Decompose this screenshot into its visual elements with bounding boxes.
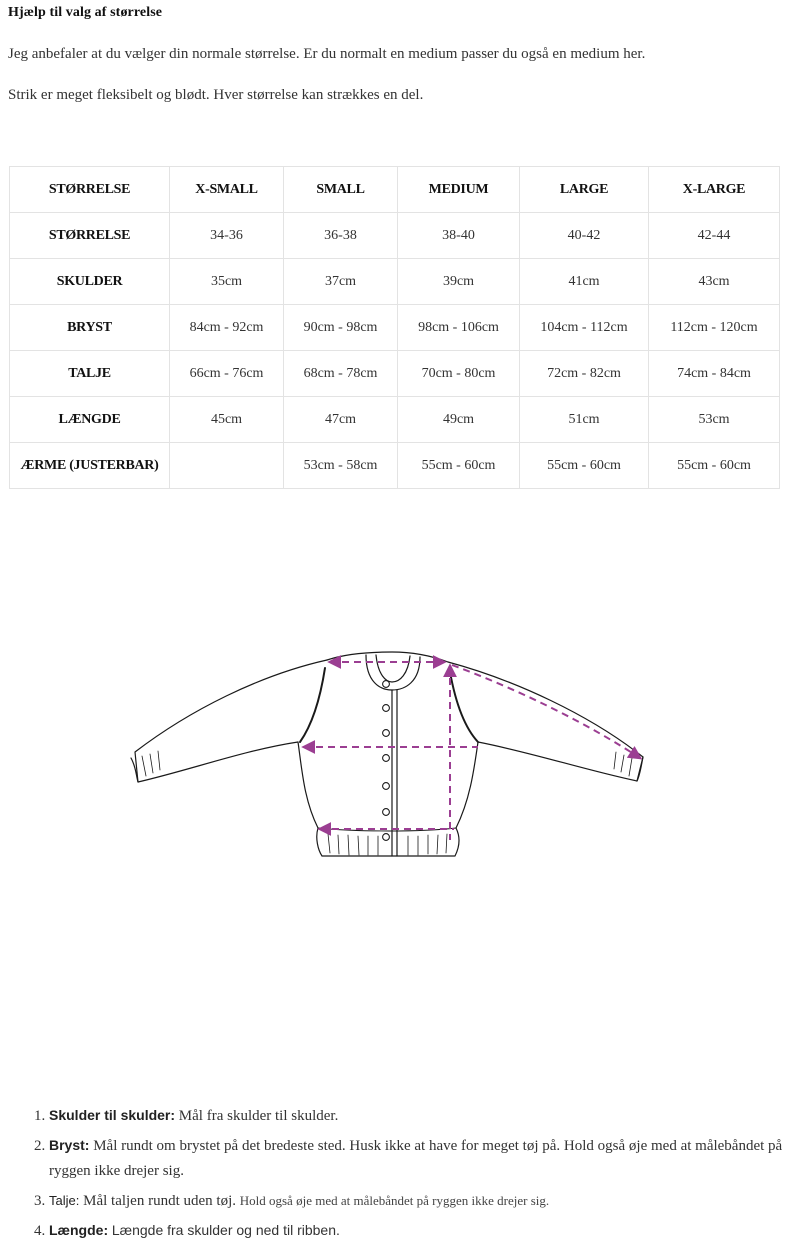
- button-icon: [383, 809, 390, 816]
- row-label: ÆRME (JUSTERBAR): [10, 443, 170, 489]
- table-cell: 36-38: [284, 213, 398, 259]
- list-item: [49, 1133, 786, 1184]
- table-cell: 53cm: [649, 397, 780, 443]
- header-cell: X-LARGE: [649, 167, 780, 213]
- table-cell: 40-42: [520, 213, 649, 259]
- row-label: TALJE: [10, 351, 170, 397]
- table-cell: 42-44: [649, 213, 780, 259]
- size-table: [9, 166, 780, 489]
- table-cell: 35cm: [170, 259, 284, 305]
- intro-paragraph-1: Jeg anbefaler at du vælger din normale størrelse. Er du normalt en medium passer du også en medium her.: [8, 46, 646, 62]
- list-item: [49, 1218, 786, 1244]
- left-sleeve-outline: [135, 660, 327, 782]
- note-text: Mål rundt om brystet på det bredeste sted. Husk ikke at have for meget tøj på. Hold også øje med at målebåndet på ryggen ikke drejer sig.: [49, 1138, 783, 1179]
- button-icon: [383, 730, 390, 737]
- body-left-side: [298, 742, 318, 828]
- table-cell: [170, 443, 284, 489]
- table-cell: 112cm - 120cm: [649, 305, 780, 351]
- page-title: Hjælp til valg af størrelse: [8, 5, 163, 20]
- table-row: [10, 213, 780, 259]
- table-cell: 41cm: [520, 259, 649, 305]
- button-icon: [383, 834, 390, 841]
- button-icon: [383, 681, 390, 688]
- note-text: Mål taljen rundt uden tøj.: [83, 1193, 236, 1209]
- table-cell: 66cm - 76cm: [170, 351, 284, 397]
- left-armhole: [300, 668, 325, 742]
- table-cell: 55cm - 60cm: [398, 443, 520, 489]
- table-row: [10, 397, 780, 443]
- table-cell: 38-40: [398, 213, 520, 259]
- table-cell: 98cm - 106cm: [398, 305, 520, 351]
- table-cell: 55cm - 60cm: [649, 443, 780, 489]
- table-row: [10, 259, 780, 305]
- table-cell: 43cm: [649, 259, 780, 305]
- note-extra-text: Hold også øje med at målebåndet på ryggen ikke drejer sig.: [239, 1193, 550, 1208]
- table-cell: 51cm: [520, 397, 649, 443]
- table-cell: 72cm - 82cm: [520, 351, 649, 397]
- table-cell: 34-36: [170, 213, 284, 259]
- table-header-row: [10, 167, 780, 213]
- table-cell: 45cm: [170, 397, 284, 443]
- header-cell: X-SMALL: [170, 167, 284, 213]
- collar-inner: [376, 655, 410, 682]
- right-armhole: [450, 672, 478, 742]
- measurement-instructions: [9, 1103, 786, 1248]
- row-label: LÆNGDE: [10, 397, 170, 443]
- cardigan-measurement-diagram: [126, 645, 650, 865]
- header-cell: LARGE: [520, 167, 649, 213]
- button-icon: [383, 755, 390, 762]
- table-row: [10, 443, 780, 489]
- neckline-outline: [327, 652, 448, 662]
- intro-paragraph-2: Strik er meget fleksibelt og blødt. Hver størrelse kan strækkes en del.: [8, 87, 424, 103]
- table-row: [10, 351, 780, 397]
- collar-outline: [366, 655, 420, 690]
- row-label: BRYST: [10, 305, 170, 351]
- table-cell: 53cm - 58cm: [284, 443, 398, 489]
- table-cell: 49cm: [398, 397, 520, 443]
- body-right-side: [456, 742, 478, 828]
- table-cell: 47cm: [284, 397, 398, 443]
- note-text: Længde fra skulder og ned til ribben.: [111, 1222, 340, 1238]
- note-text: Mål fra skulder til skulder.: [178, 1108, 339, 1124]
- button-icon: [383, 705, 390, 712]
- header-cell: STØRRELSE: [10, 167, 170, 213]
- table-cell: 55cm - 60cm: [520, 443, 649, 489]
- right-sleeve-outline: [448, 662, 643, 781]
- table-cell: 39cm: [398, 259, 520, 305]
- table-cell: 68cm - 78cm: [284, 351, 398, 397]
- table-cell: 90cm - 98cm: [284, 305, 398, 351]
- table-row: [10, 305, 780, 351]
- note-label: Skulder til skulder:: [49, 1107, 176, 1123]
- header-cell: MEDIUM: [398, 167, 520, 213]
- note-label: Længde:: [49, 1222, 109, 1238]
- note-label: Talje:: [49, 1193, 80, 1208]
- list-item: [49, 1103, 786, 1129]
- table-cell: 74cm - 84cm: [649, 351, 780, 397]
- table-cell: 104cm - 112cm: [520, 305, 649, 351]
- note-label: Bryst:: [49, 1137, 90, 1153]
- header-cell: SMALL: [284, 167, 398, 213]
- buttons: [383, 681, 390, 841]
- button-icon: [383, 783, 390, 790]
- list-item: [49, 1188, 786, 1214]
- table-cell: 84cm - 92cm: [170, 305, 284, 351]
- sleeve-measure-line: [452, 665, 640, 758]
- row-label: SKULDER: [10, 259, 170, 305]
- row-label: STØRRELSE: [10, 213, 170, 259]
- table-cell: 70cm - 80cm: [398, 351, 520, 397]
- table-cell: 37cm: [284, 259, 398, 305]
